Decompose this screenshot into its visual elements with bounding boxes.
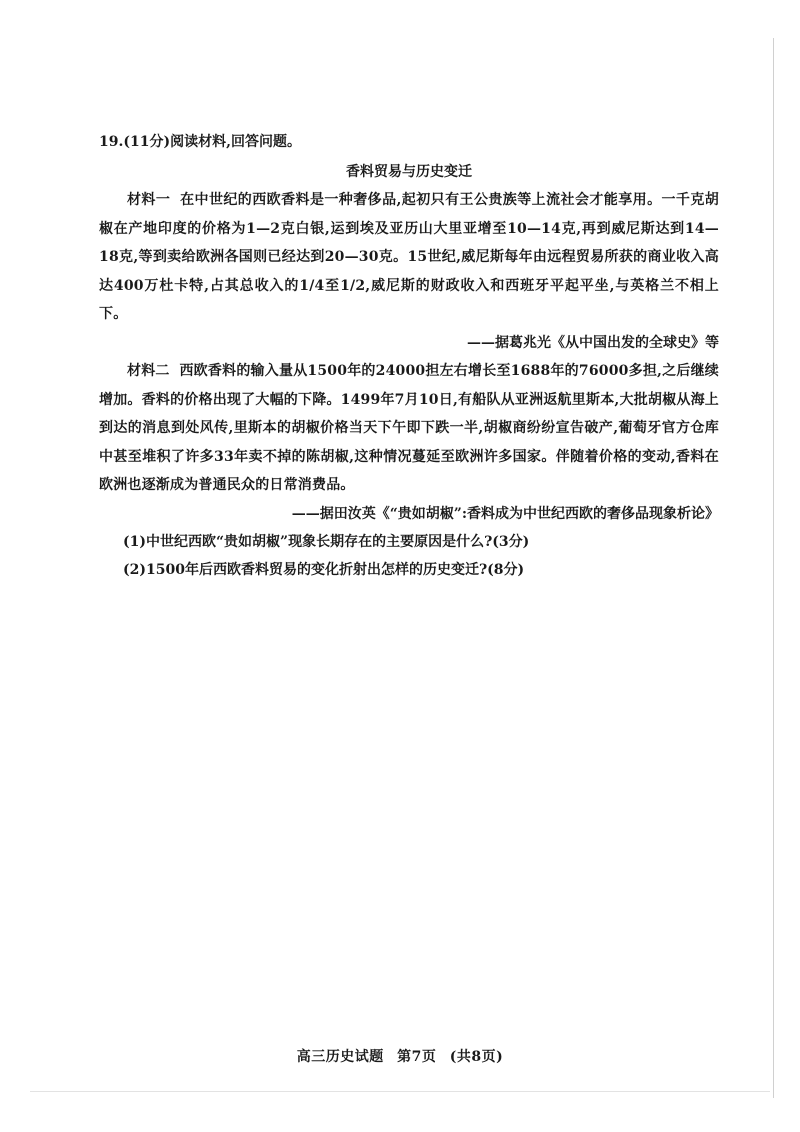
question-page	[99, 128, 719, 584]
material-1-paragraph	[99, 186, 719, 329]
material-1-text: 在中世纪的西欧香料是一种奢侈品,起初只有王公贵族等上流社会才能享用。一千克胡椒在产地印度的价格为1—2克白银,运到埃及亚历山大里亚增至10—14克,再到威尼斯达到14—18克,等到卖给欧洲各国则已经达到20—30克。15世纪,威尼斯每年由远程贸易所获的商业收入高达400万杜卡特,占其总收入的1/4至1/2,威尼斯的财政收入和西班牙平起平坐,与英格兰不相上下。	[99, 192, 719, 323]
question-title: 香料贸易与历史变迁	[346, 164, 472, 180]
sub-question-1: (1)中世纪西欧“贵如胡椒”现象长期存在的主要原因是什么?(3分)	[123, 533, 530, 550]
sub-question-2: (2)1500年后西欧香料贸易的变化折射出怎样的历史变迁?(8分)	[123, 561, 525, 578]
scan-bottom-line	[30, 1091, 770, 1092]
question-header: 19.(11分)阅读材料,回答问题。	[99, 134, 301, 150]
material-2-paragraph	[99, 357, 719, 500]
material-1-source: ——据葛兆光《从中国出发的全球史》等	[467, 334, 719, 351]
scan-edge-line	[773, 38, 774, 1098]
material-2-label: 材料二	[127, 362, 170, 379]
material-2-text: 西欧香料的输入量从1500年的24000担左右增长至1688年的76000多担,之后继续增加。香料的价格出现了大幅的下降。1499年7月10日,有船队从亚洲返航里斯本,大批胡椒从海上到达的消息到处风传,里斯本的胡椒价格当天下午即下跌一半,胡椒商纷纷宣告破产,葡萄牙官方仓库中甚至堆积了许多33年卖不掉的陈胡椒,这种情况蔓延至欧洲许多国家。伴随着价格的变动,香料在欧洲也逐渐成为普通民众的日常消费品。	[99, 362, 719, 494]
material-2-source: ——据田汝英《“贵如胡椒”:香料成为中世纪西欧的奢侈品现象析论》	[291, 505, 719, 522]
footer-subject: 高三历史试题	[296, 1049, 384, 1065]
material-1-label: 材料一	[127, 192, 171, 208]
page-footer	[0, 1046, 800, 1066]
footer-page-number: 第7页	[397, 1049, 437, 1065]
footer-total-pages: (共8页)	[449, 1049, 504, 1065]
